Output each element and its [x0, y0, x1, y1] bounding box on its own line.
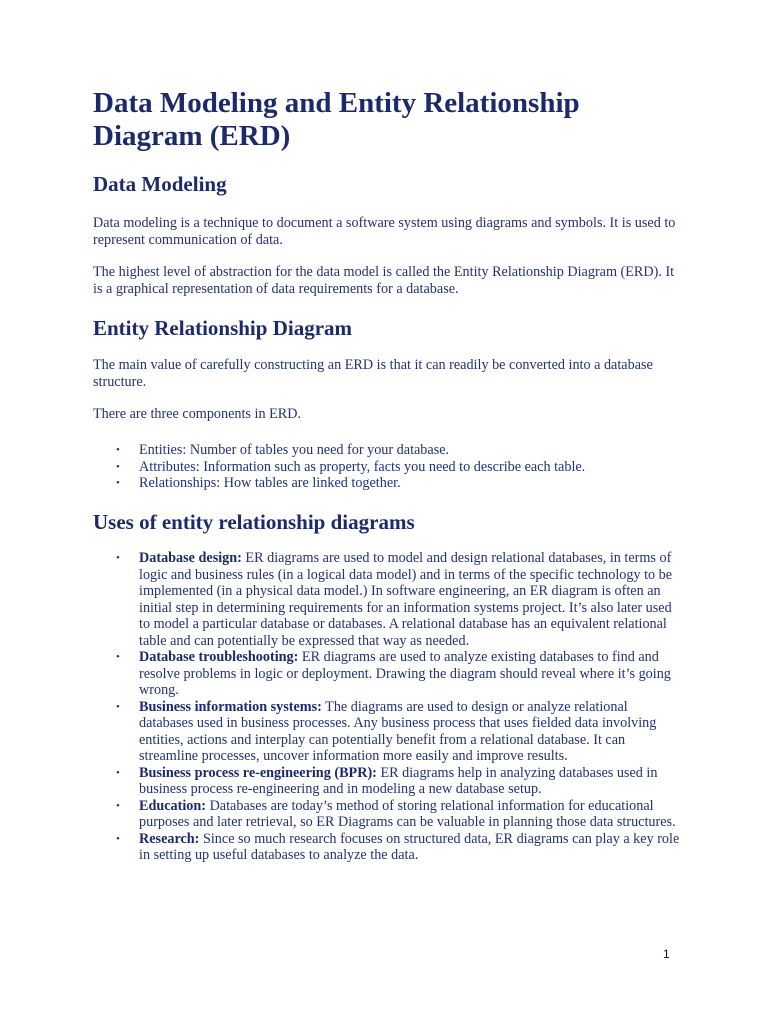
- bullet-icon: •: [116, 799, 120, 812]
- list-item-term: Business information systems:: [139, 698, 322, 715]
- list-item: [93, 649, 683, 699]
- list-item-term: Database design:: [139, 550, 242, 566]
- paragraph: The main value of carefully constructing an ERD is that it can readily be converted into a database structure.: [93, 357, 653, 390]
- list-item: [93, 550, 683, 649]
- list-item: [93, 442, 683, 459]
- list-item-text: Entities: Number of tables you need for your database.: [139, 442, 450, 458]
- list-item-term: Research:: [139, 830, 200, 847]
- paragraph: There are three components in ERD.: [93, 406, 302, 422]
- list-item-term: Database troubleshooting:: [139, 649, 299, 665]
- bullet-icon: •: [116, 477, 120, 489]
- heading-data-modeling: Data Modeling: [93, 172, 227, 196]
- uses-list: [93, 550, 683, 864]
- list-item-term: Education:: [139, 797, 207, 814]
- list-item-text: ER diagrams are used to analyze existing databases to find and resolve problems in logic or deployment. Drawing the diagram should reveal where it’s going wrong.: [139, 649, 671, 698]
- bullet-icon: •: [116, 552, 120, 564]
- heading-uses-of-erd: Uses of entity relationship diagrams: [93, 510, 415, 534]
- list-item-text: ER diagrams help in analyzing databases used in business process re-engineering and in modeling a new database setup.: [139, 764, 658, 797]
- bullet-icon: •: [116, 766, 120, 779]
- list-item-text: Attributes: Information such as property, facts you need to describe each table.: [139, 458, 586, 475]
- list-item-text: Databases are today’s method of storing relational information for educational purposes and later retrieval, so ER Diagrams can be valuable in planning those data structures.: [139, 797, 676, 830]
- list-item-text: ER diagrams are used to model and design relational databases, in terms of logic and business rules (in a logical data model) and in terms of the specific technology to be implemented (in a physical data model.) In software engineering, an ER diagram is often an initial step in determining requirements for an information systems project. It’s also later used to model a particular database or databases. A relational database has an equivalent relational table and can potentially be expressed that way as needed.: [139, 550, 673, 649]
- list-item: [93, 459, 683, 476]
- bullet-icon: •: [116, 832, 120, 845]
- bullet-icon: •: [116, 460, 120, 473]
- list-item: [93, 798, 683, 831]
- bullet-icon: •: [116, 700, 120, 713]
- list-item-term: Business process re-engineering (BPR):: [139, 764, 377, 781]
- erd-components-list: [93, 442, 683, 492]
- document-title: Data Modeling and Entity Relationship Diagram (ERD): [93, 87, 580, 152]
- list-item-text: Since so much research focuses on structured data, ER diagrams can play a key role in setting up useful databases to analyze the data.: [139, 830, 680, 863]
- list-item: [93, 475, 683, 492]
- list-item-text: The diagrams are used to design or analyze relational databases used in business processes. Any business process that uses fielded data involving entities, actions and interplay can potentially benefit from a relational database. It can streamline processes, uncover information more easily and improve results.: [139, 698, 657, 764]
- bullet-icon: •: [116, 651, 120, 663]
- paragraph: Data modeling is a technique to document a software system using diagrams and symbols. It is used to represent communication of data.: [93, 215, 676, 248]
- heading-entity-relationship-diagram: Entity Relationship Diagram: [93, 316, 353, 340]
- list-item: [93, 831, 683, 864]
- bullet-icon: •: [116, 444, 120, 456]
- list-item-text: Relationships: How tables are linked together.: [139, 475, 401, 491]
- list-item: [93, 699, 683, 765]
- paragraph: The highest level of abstraction for the data model is called the Entity Relationship Diagram (ERD). It is a graphical representation of data requirements for a database.: [93, 264, 675, 297]
- list-item: [93, 765, 683, 798]
- page-number: 1: [663, 947, 670, 961]
